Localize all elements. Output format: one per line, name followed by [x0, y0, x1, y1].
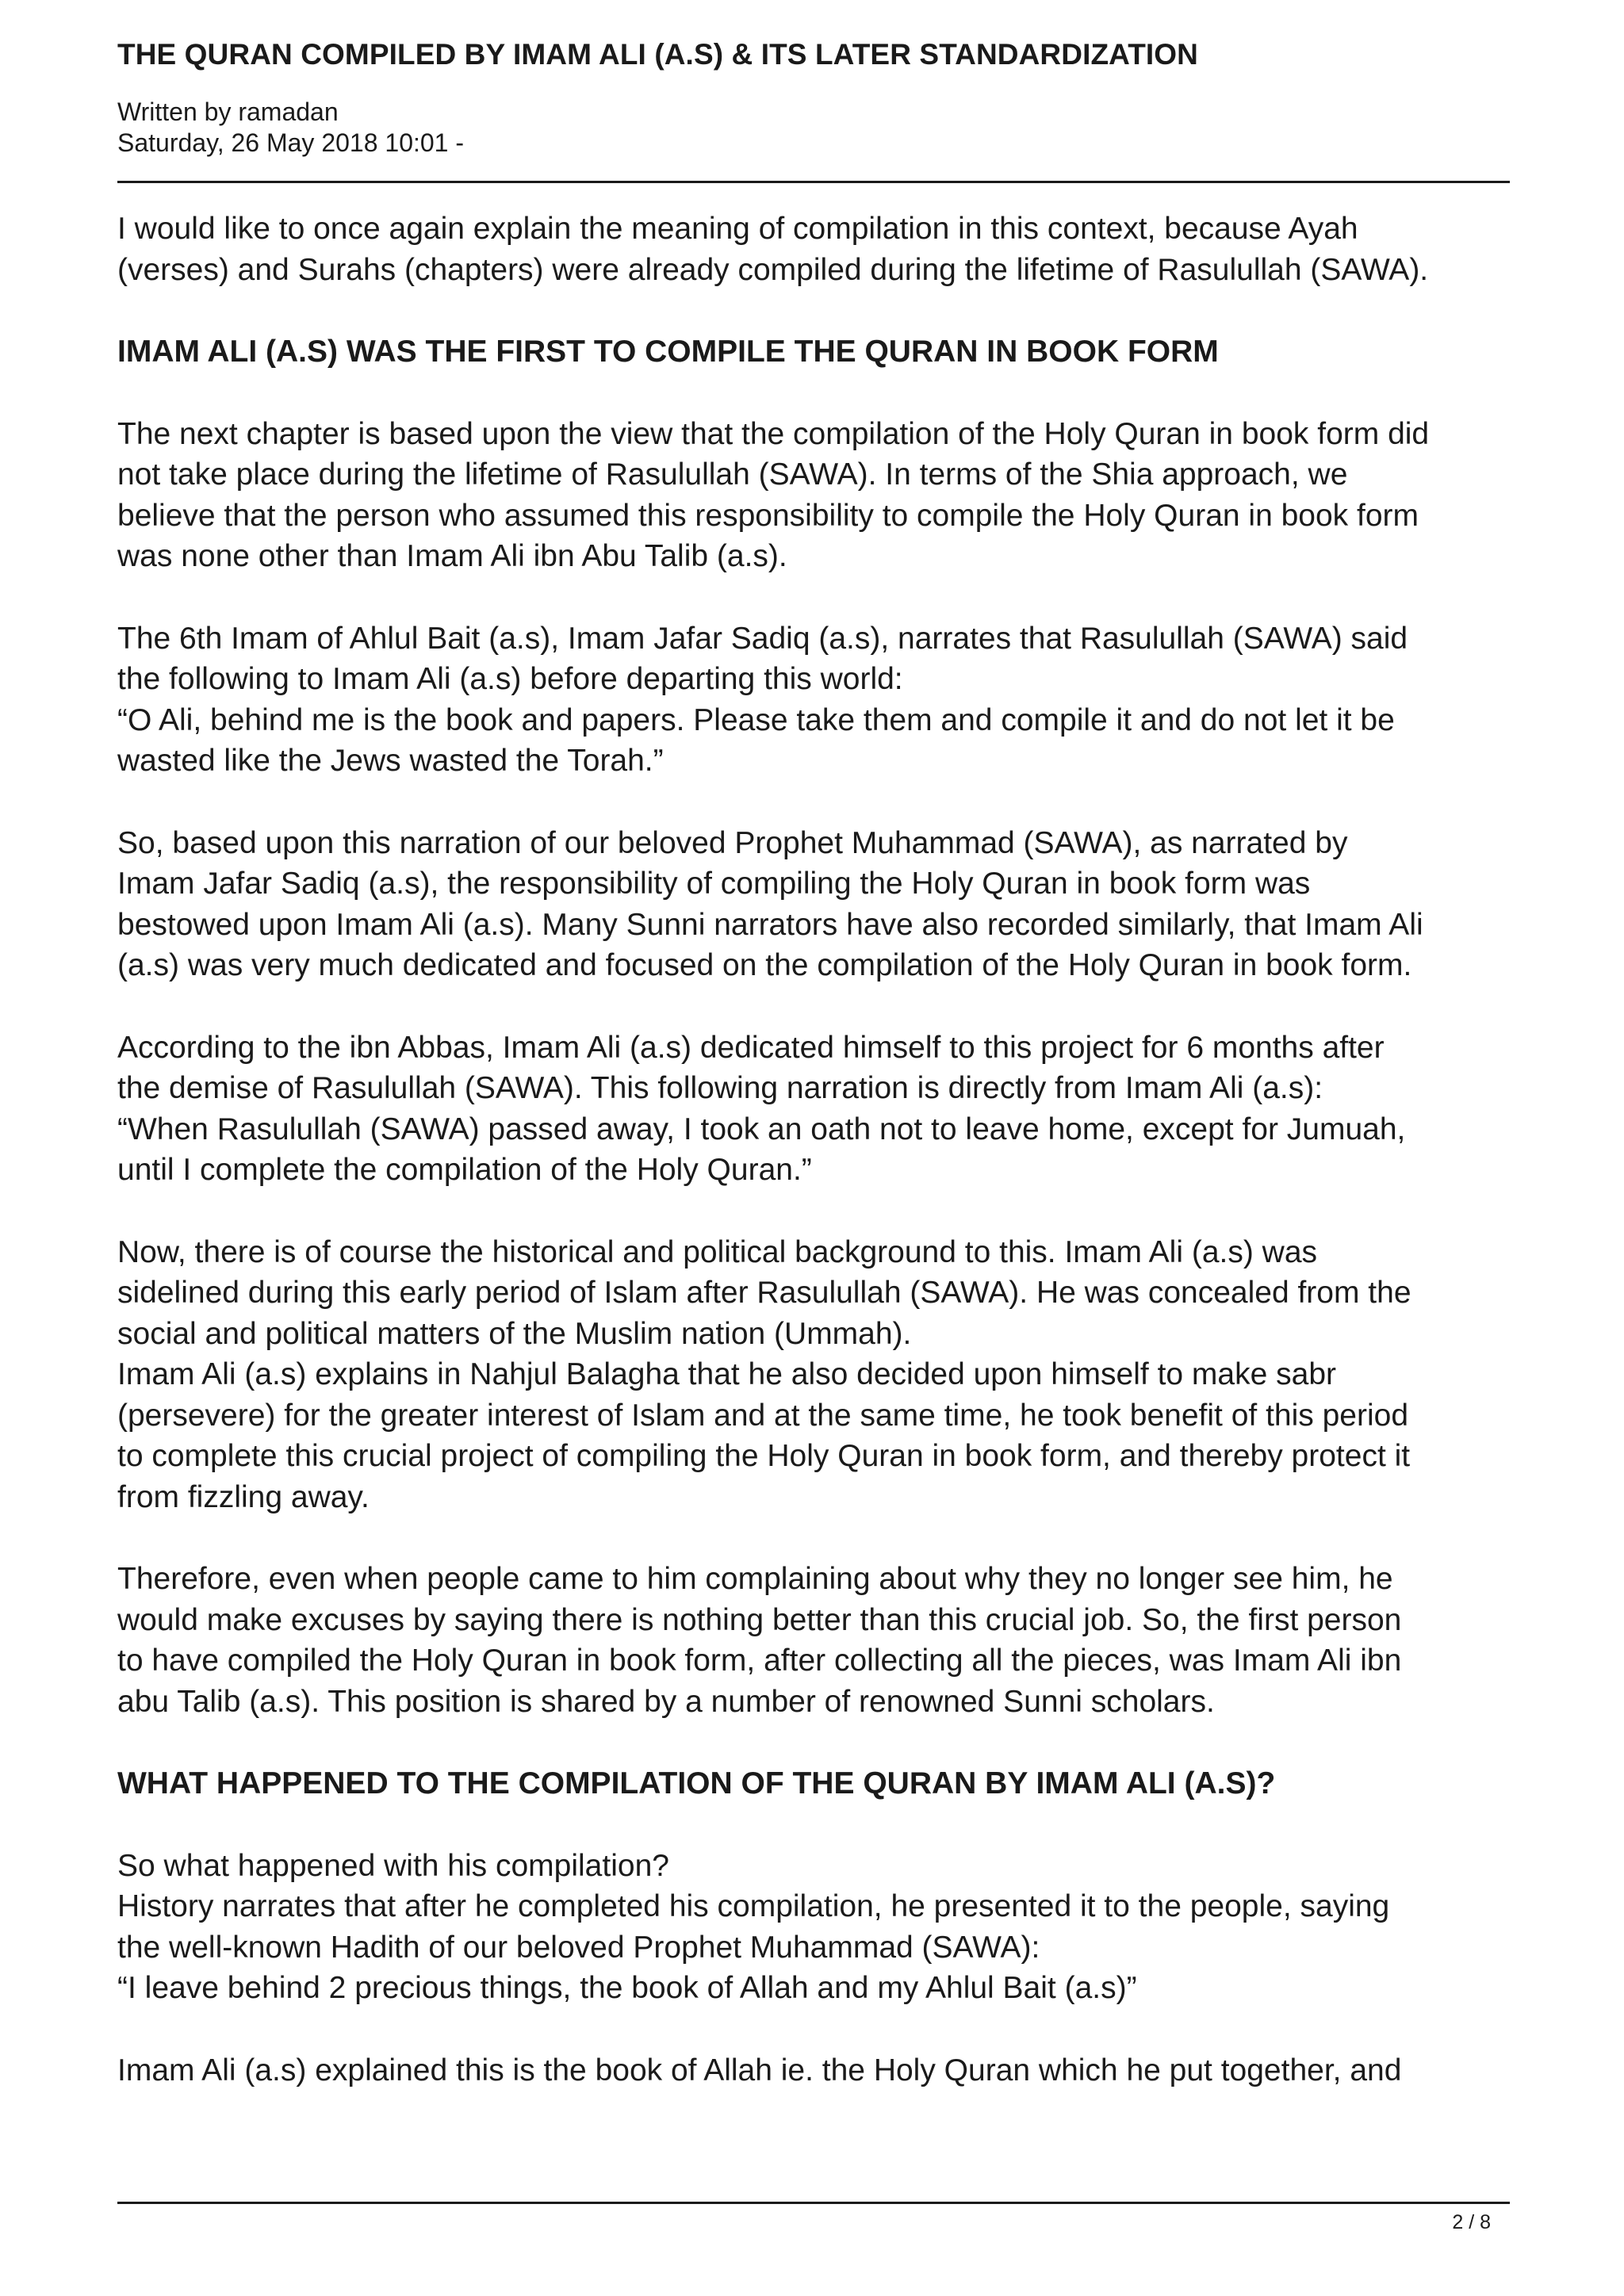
paragraph-4: So, based upon this narration of our beloved Prophet Muhammad (SAWA), as narrated by Imam Jafar Sadiq (a.s), the responsibility of compiling the Holy Quran in book form was bestowed upon Imam Ali (a.s). Many Sunni narrators have also recorded similarly, that Imam Ali (a.s) was very much dedicated and focused on the compilation of the Holy Quran in book form.: [117, 825, 1423, 982]
date-line: Saturday, 26 May 2018 10:01 -: [117, 128, 465, 157]
paragraph-3: The 6th Imam of Ahlul Bait (a.s), Imam Jafar Sadiq (a.s), narrates that Rasulullah (SAWA) said the following to Imam Ali (a.s) before departing this world: “O Ali, behind me is the book and papers. Please take them and compile it and do not let it be wasted like the Jews wasted the Torah.”: [117, 621, 1408, 778]
paragraph-1: I would like to once again explain the meaning of compilation in this context, because Ayah (verses) and Surahs (chapters) were already compiled during the lifetime of Rasulullah (SAWA).: [117, 212, 1429, 287]
paragraph-2: The next chapter is based upon the view that the compilation of the Holy Quran in book form did not take place during the lifetime of Rasulullah (SAWA). In terms of the Shia approach, we believe that the person who assumed this responsibility to compile the Holy Quran in book form was none other than Imam Ali ibn Abu Talib (a.s).: [117, 416, 1430, 573]
paragraph-5: According to the ibn Abbas, Imam Ali (a.s) dedicated himself to this project for 6 months after the demise of Rasulullah (SAWA). This following narration is directly from Imam Ali (a.s): “When Rasulullah (SAWA) passed away, I took an oath not to leave home, except for Jumuah, until I complete the compilation of the Holy Quran.”: [117, 1030, 1406, 1187]
section-heading-1: IMAM ALI (A.S) WAS THE FIRST TO COMPILE THE QURAN IN BOOK FORM: [117, 335, 1219, 369]
article-body: [117, 209, 1521, 2091]
paragraph-9: Imam Ali (a.s) explained this is the book of Allah ie. the Holy Quran which he put together, and: [117, 2053, 1402, 2087]
author-line: Written by ramadan: [117, 98, 339, 126]
header-divider: [117, 181, 1510, 183]
footer-divider: [117, 2202, 1510, 2204]
document-meta: [117, 97, 1510, 159]
section-heading-2: WHAT HAPPENED TO THE COMPILATION OF THE QURAN BY IMAM ALI (A.S)?: [117, 1766, 1276, 1800]
document-title: THE QURAN COMPILED BY IMAM ALI (A.S) & ITS LATER STANDARDIZATION: [117, 38, 1199, 71]
paragraph-6: Now, there is of course the historical and political background to this. Imam Ali (a.s) was sidelined during this early period of Islam after Rasulullah (SAWA). He was concealed from the social and political matters of the Muslim nation (Ummah). Imam Ali (a.s) explains in Nahjul Balagha that he also decided upon himself to make sabr (persevere) for the greater interest of Islam and at the same time, he took benefit of this period to complete this crucial project of compiling the Holy Quran in book form, and thereby protect it from fizzling away.: [117, 1234, 1411, 1514]
paragraph-8: So what happened with his compilation? History narrates that after he completed his compilation, he presented it to the people, saying the well-known Hadith of our beloved Prophet Muhammad (SAWA): “I leave behind 2 precious things, the book of Allah and my Ahlul Bait (a.s)”: [117, 1848, 1390, 2005]
paragraph-7: Therefore, even when people came to him complaining about why they no longer see him, he would make excuses by saying there is nothing better than this crucial job. So, the first person to have compiled the Holy Quran in book form, after collecting all the pieces, was Imam Ali ibn abu Talib (a.s). This position is shared by a number of renowned Sunni scholars.: [117, 1562, 1402, 1719]
page-header: [117, 35, 1510, 159]
page-number: 2 / 8: [1452, 2211, 1491, 2233]
